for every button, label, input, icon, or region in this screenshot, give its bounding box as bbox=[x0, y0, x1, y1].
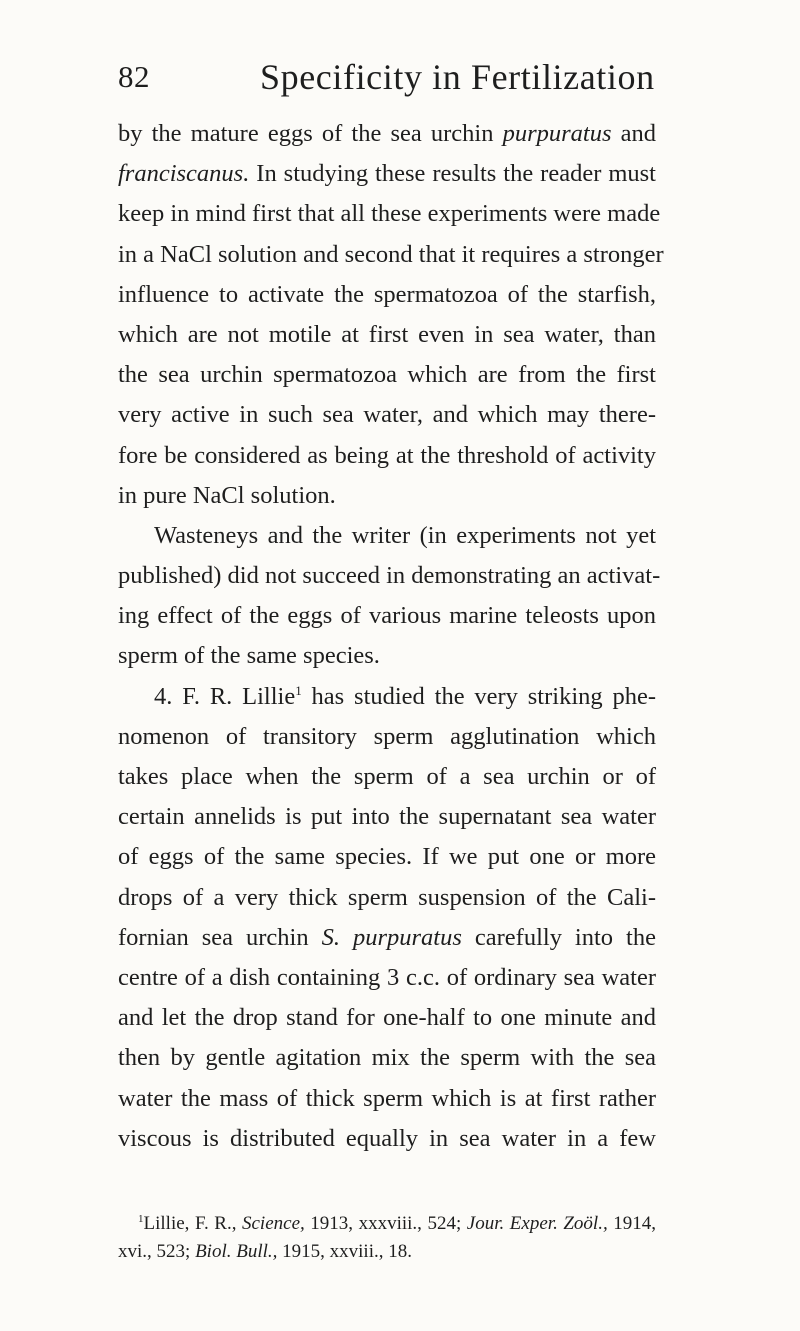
footnote-line: $^1$Lillie, F. R., Science, 1913, xxxviii., 524; Jour. Exper. Zoöl., 1914, bbox=[138, 1213, 657, 1234]
text-line: takes place when the sperm of a sea urchin or of bbox=[118, 763, 656, 790]
text-line: fornian sea urchin S. purpuratus carefully into the bbox=[118, 923, 656, 951]
text-line: very active in such sea water, and which may there- bbox=[118, 401, 656, 429]
text-line: certain annelids is put into the supernatant sea water bbox=[118, 803, 656, 831]
footnote-marker: 1 bbox=[138, 1213, 144, 1225]
text-line: centre of a dish containing 3 c.c. of ordinary sea water bbox=[118, 963, 656, 991]
text-line: by the mature eggs of the sea urchin purpuratus and bbox=[118, 120, 656, 147]
text-line: which are not motile at first even in sea water, than bbox=[118, 320, 656, 348]
body-text bbox=[118, 114, 664, 1159]
text-line: sperm of the same species. bbox=[118, 642, 380, 670]
text-line: influence to activate the spermatozoa of the starfish, bbox=[118, 280, 656, 308]
paragraph-start-line: Wasteneys and the writer (in experiments not yet bbox=[154, 521, 656, 549]
text-line: viscous is distributed equally in sea water in a few bbox=[118, 1124, 656, 1152]
text-line: in pure NaCl solution. bbox=[118, 481, 336, 509]
footnote-line: xvi., 523; Biol. Bull., 1915, xxviii., 18. bbox=[118, 1241, 412, 1262]
text-line: fore be considered as being at the threshold of activity bbox=[118, 441, 656, 469]
text-line: franciscanus. In studying these results the reader must bbox=[118, 160, 656, 188]
text-line: nomenon of transitory sperm agglutination which bbox=[118, 722, 656, 750]
text-line: ing effect of the eggs of various marine teleosts upon bbox=[118, 602, 656, 630]
running-title: Specificity in Fertilization bbox=[260, 57, 655, 97]
paragraph-start-line: 4. F. R. Lillie$^1$ has studied the very striking phe- bbox=[154, 682, 656, 710]
text-line: then by gentle agitation mix the sperm with the sea bbox=[118, 1044, 656, 1072]
text-line: the sea urchin spermatozoa which are from the first bbox=[118, 361, 656, 389]
text-line: and let the drop stand for one-half to one minute and bbox=[118, 1004, 656, 1032]
page-number: 82 bbox=[118, 59, 150, 94]
text-line: in a NaCl solution and second that it requires a stronger bbox=[118, 240, 664, 268]
footnote bbox=[118, 1210, 656, 1266]
text-line: keep in mind first that all these experiments were made bbox=[118, 200, 661, 228]
text-line: drops of a very thick sperm suspension of the Cali- bbox=[118, 883, 656, 911]
running-head bbox=[118, 52, 658, 102]
text-line: published) did not succeed in demonstrating an activat- bbox=[118, 562, 661, 590]
text-line: of eggs of the same species. If we put one or more bbox=[118, 843, 656, 871]
text-line: water the mass of thick sperm which is at first rather bbox=[118, 1084, 656, 1112]
footnote-ref: 1 bbox=[295, 682, 302, 698]
